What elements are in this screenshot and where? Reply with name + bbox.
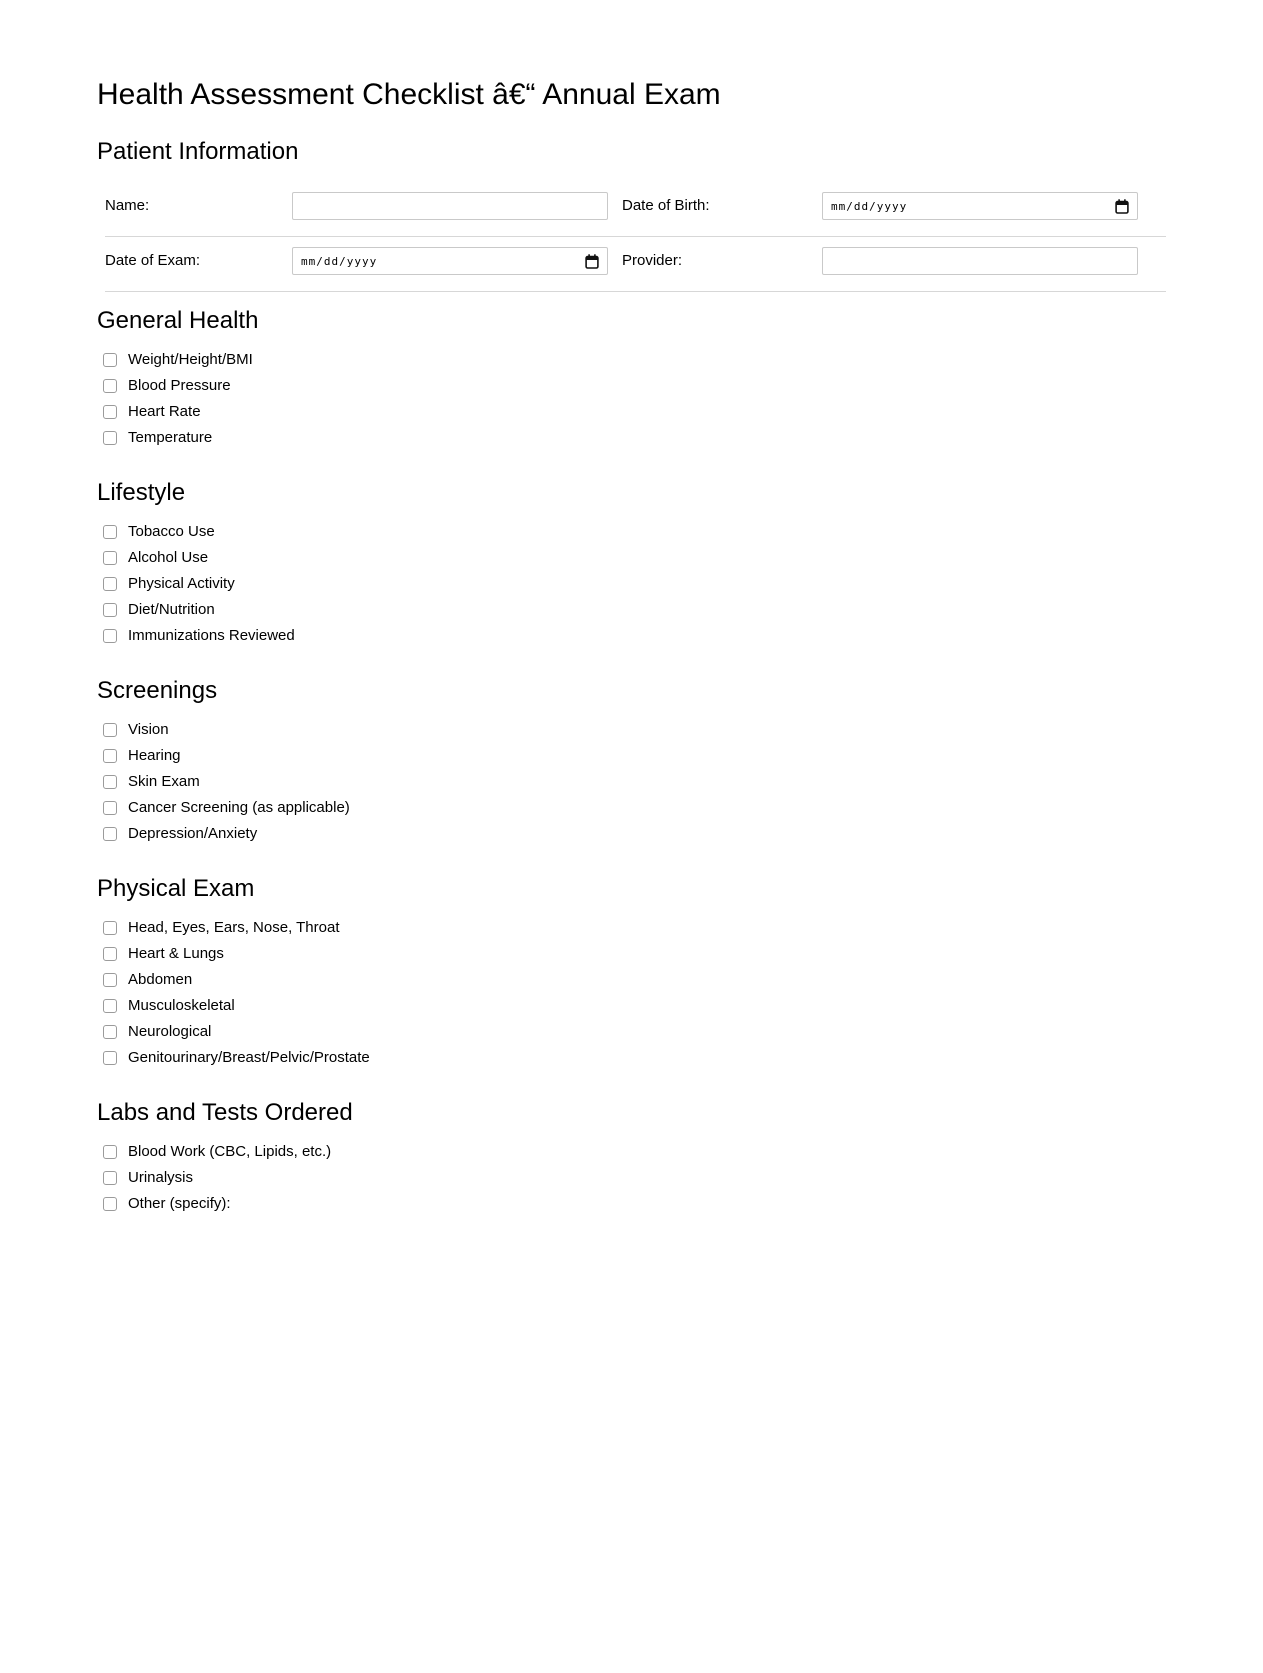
checkbox-item — [103, 1045, 1166, 1071]
checkbox-item — [103, 623, 1166, 649]
checkbox-item — [103, 597, 1166, 623]
checkbox-item-label: Physical Activity — [128, 575, 235, 592]
provider-label: Provider: — [622, 252, 683, 269]
checkbox-item — [103, 571, 1166, 597]
checkbox-item — [103, 1139, 1166, 1165]
checkbox[interactable] — [103, 525, 117, 539]
checkbox-item — [103, 769, 1166, 795]
checkbox[interactable] — [103, 1197, 117, 1211]
checkbox-item-label: Heart & Lungs — [128, 945, 224, 962]
provider-input[interactable] — [822, 247, 1138, 275]
checkbox-item-label: Depression/Anxiety — [128, 825, 258, 842]
checkbox-item — [103, 941, 1166, 967]
checkbox[interactable] — [103, 353, 117, 367]
checklist-sections — [97, 307, 1166, 1217]
checkbox[interactable] — [103, 431, 117, 445]
checkbox-item-label: Hearing — [128, 747, 181, 764]
checkbox-item-label: Blood Pressure — [128, 377, 231, 394]
checkbox-item — [103, 347, 1166, 373]
checkbox[interactable] — [103, 973, 117, 987]
checkbox[interactable] — [103, 551, 117, 565]
calendar-icon[interactable] — [585, 254, 599, 269]
checkbox[interactable] — [103, 921, 117, 935]
checkbox-item — [103, 821, 1166, 847]
checkbox-list — [103, 347, 1166, 451]
checkbox[interactable] — [103, 577, 117, 591]
checkbox-item-label: Heart Rate — [128, 403, 201, 420]
section-heading: Physical Exam — [97, 875, 255, 902]
table-row — [105, 237, 1166, 292]
checkbox[interactable] — [103, 405, 117, 419]
checkbox-item — [103, 915, 1166, 941]
checkbox-item-label: Skin Exam — [128, 773, 200, 790]
checkbox-item-label: Musculoskeletal — [128, 997, 235, 1014]
checkbox[interactable] — [103, 749, 117, 763]
section-heading: Labs and Tests Ordered — [97, 1099, 353, 1126]
page-title: Health Assessment Checklist â€“ Annual Exam — [97, 78, 721, 111]
checkbox[interactable] — [103, 1145, 117, 1159]
checkbox-item-label: Other (specify): — [128, 1195, 231, 1212]
checkbox[interactable] — [103, 379, 117, 393]
checkbox[interactable] — [103, 775, 117, 789]
checkbox-item-label: Neurological — [128, 1023, 212, 1040]
checkbox-list — [103, 1139, 1166, 1217]
checkbox-item-label: Diet/Nutrition — [128, 601, 215, 618]
patient-info-table — [105, 182, 1166, 292]
checkbox[interactable] — [103, 1171, 117, 1185]
checkbox-list — [103, 915, 1166, 1071]
checkbox-item — [103, 399, 1166, 425]
section-heading: General Health — [97, 307, 259, 334]
checkbox-list — [103, 717, 1166, 847]
checkbox[interactable] — [103, 1025, 117, 1039]
checkbox[interactable] — [103, 999, 117, 1013]
date-of-birth-input[interactable] — [822, 192, 1138, 220]
patient-information-heading: Patient Information — [97, 138, 299, 165]
checkbox-item-label: Vision — [128, 721, 169, 738]
date-placeholder: mm/dd/yyyy — [301, 254, 378, 268]
checkbox[interactable] — [103, 1051, 117, 1065]
checkbox-item — [103, 1019, 1166, 1045]
name-label: Name: — [105, 197, 150, 214]
checkbox[interactable] — [103, 947, 117, 961]
checkbox-item — [103, 967, 1166, 993]
checkbox-item — [103, 545, 1166, 571]
table-row — [105, 182, 1166, 237]
name-input[interactable] — [292, 192, 608, 220]
checklist-section — [97, 1099, 1166, 1217]
checkbox-item — [103, 519, 1166, 545]
checkbox[interactable] — [103, 827, 117, 841]
checkbox-item — [103, 373, 1166, 399]
date-of-birth-label: Date of Birth: — [622, 197, 710, 214]
checkbox-item-label: Tobacco Use — [128, 523, 215, 540]
checkbox-item — [103, 717, 1166, 743]
date-of-exam-label: Date of Exam: — [105, 252, 201, 269]
checkbox-item-label: Immunizations Reviewed — [128, 627, 295, 644]
checklist-section — [97, 875, 1166, 1071]
checkbox-item — [103, 795, 1166, 821]
checkbox-item — [103, 743, 1166, 769]
checkbox-item-label: Blood Work (CBC, Lipids, etc.) — [128, 1143, 332, 1160]
checkbox-item — [103, 993, 1166, 1019]
date-placeholder: mm/dd/yyyy — [831, 199, 908, 213]
checkbox-item-label: Genitourinary/Breast/Pelvic/Prostate — [128, 1049, 370, 1066]
checkbox-item-label: Cancer Screening (as applicable) — [128, 799, 350, 816]
date-of-exam-input[interactable] — [292, 247, 608, 275]
checkbox-item — [103, 1165, 1166, 1191]
checkbox[interactable] — [103, 603, 117, 617]
checklist-section — [97, 677, 1166, 847]
checkbox-item-label: Alcohol Use — [128, 549, 209, 566]
checkbox-item-label: Temperature — [128, 429, 213, 446]
checklist-section — [97, 479, 1166, 649]
section-heading: Lifestyle — [97, 479, 186, 506]
checkbox-item-label: Urinalysis — [128, 1169, 194, 1186]
section-heading: Screenings — [97, 677, 218, 704]
checkbox-item-label: Head, Eyes, Ears, Nose, Throat — [128, 919, 340, 936]
checkbox-item — [103, 425, 1166, 451]
checkbox-item — [103, 1191, 1166, 1217]
calendar-icon[interactable] — [1115, 199, 1129, 214]
checkbox[interactable] — [103, 801, 117, 815]
checkbox-item-label: Weight/Height/BMI — [128, 351, 253, 368]
checkbox[interactable] — [103, 723, 117, 737]
checkbox-list — [103, 519, 1166, 649]
checkbox[interactable] — [103, 629, 117, 643]
checkbox-item-label: Abdomen — [128, 971, 193, 988]
checklist-section — [97, 307, 1166, 451]
